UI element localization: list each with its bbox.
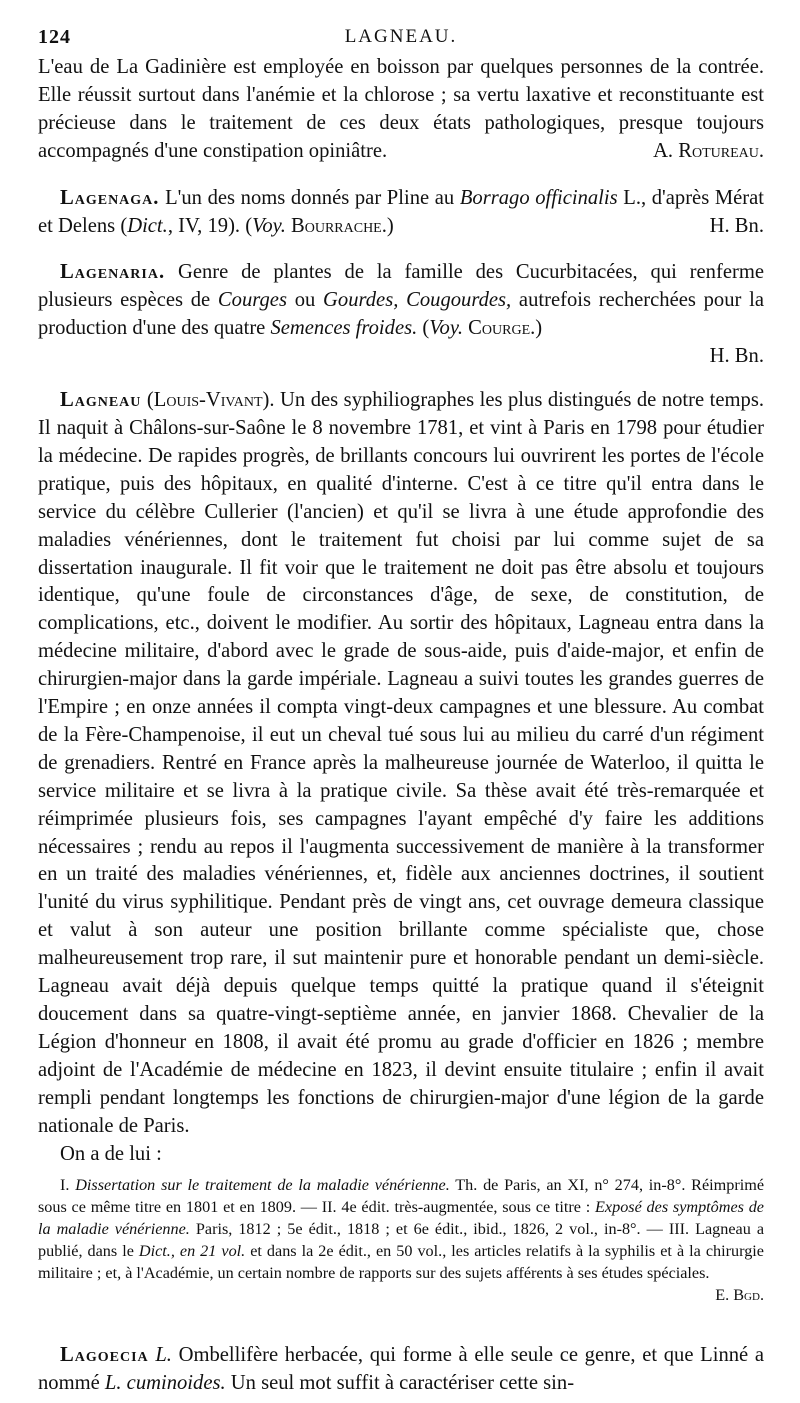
note-text: Th. de Paris, an XI, n° 274, in-8°. Réimprimé sous ce même titre en 1801 et en 1809. — II. 4e édit. très-augmentée, sous ce titre : [38,1176,764,1217]
entry-italic: Voy. [429,317,464,340]
note-text: Paris, 1812 ; 5e édit., 1818 ; et 6e édit., ibid., 1826, 2 vol., in-8°. — III. Lagneau a publié, dans le [38,1220,765,1261]
entry-lagenaga [38,185,764,241]
note-text: et dans la 2e édit., en 50 vol., les articles relatifs à la syphilis et à la chirurgie militaire ; et, à l'Académie, un certain nombre de rapports sur des sujets afférents à ses études spéciales. [38,1242,764,1283]
headword-lagenaria: Lagenaria. [60,261,166,284]
entry-lagneau [38,387,764,1140]
entry-text: ( [417,317,430,340]
continuation-paragraph [38,54,764,166]
headword-lagoecia: Lagoecia [60,1343,149,1366]
note-italic: Dict., en 21 vol. [138,1242,246,1261]
signature-lagenaga: H. Bn. [709,214,764,237]
entry-text: Un seul mot suffit à caractériser cette sin- [225,1371,575,1394]
entry-text: L'un des noms donnés par Pline au [159,186,460,209]
entry-italic: Dict. [127,214,168,237]
page-header [38,22,764,54]
lagneau-biography: Un des syphiliographes les plus distingués de notre temps. Il naquit à Châlons-sur-Saône le 8 novembre 1781, et vint à Paris en 1798 pour étudier la médecine. De rapides progrès, de brillants concours lui ouvrirent les portes de l'école pratique, puis des hôpitaux, en qualité d'interne. C'est à ce titre qu'il entra dans le service du célèbre Cullerier (l'ancien) et qu'il se livra à une étude approfondie des maladies vénériennes, dont le traitement fut choisi par lui comme sujet de sa dissertation inaugurale. Il fit voir que le traitement ne doit pas être absolu et toujours identique, qu'une foule de circonstances d'âge, de sexe, de constitution, de complications, etc., doivent le modifier. Au sortir des hôpitaux, Lagneau entra dans la médecine militaire, d'abord avec le grade de sous-aide, puis d'aide-major, et enfin de chirurgien-major dans la garde impériale. Lagneau a suivi toutes les grandes guerres de l'Empire ; en onze années il compta vingt-deux campagnes et une blessure. Au combat de la Fère-Champenoise, il eut un cheval tué sous lui au milieu du carré d'un régiment de grenadiers. Rentré en France après la malheureuse journée de Waterloo, il quitta le service militaire et se livra à la pratique civile. Sa thèse avait été très-remarquée et réimprimée plusieurs fois, ses campagnes l'ayant empêché d'y faire les additions nécessaires ; rendu au repos il l'augmenta successivement de manière à la transformer en un traité des maladies vénériennes, et, fidèle aux anciennes doctrines, il soutient l'unité du virus syphilitique. Pendant près de vingt ans, cet ouvrage demeura classique et valut à son auteur une position brillante comme spécialiste que, chose malheureusement trop rare, il sut maintenir pure et honorable pendant un demi-siècle. Lagneau avait déjà depuis quelque temps quitté la pratique quand il s'éteignit doucement dans sa quatre-vingt-septième année, en janvier 1868. Chevalier de la Légion d'honneur en 1808, il avait été promu au grade d'officier en 1826 ; membre adjoint de l'Académie de médecine en 1823, il devint ensuite titulaire ; enfin il avait rempli pendant longtemps les fonctions de chirurgien-major d'une légion de la garde nationale de Paris. [38,389,765,1137]
entry-text: ou [286,289,324,312]
page-number: 124 [38,26,71,48]
entry-text: Ombellifère herbacée, qui forme à elle seule ce genre, et que Linné a nommé [38,1343,764,1394]
entry-text: autrefois recherchées pour la production d'une des quatre [38,289,764,340]
bibliography-notes [38,1174,764,1306]
entry-text: Genre de plantes de la famille des Cucurbitacées, qui renferme plusieurs espèces de [38,261,764,312]
entry-lagenaria [38,259,764,371]
running-title: LAGNEAU. [344,26,458,47]
entry-text: Bourrache.) [285,214,394,237]
continuation-text: L'eau de La Gadinière est employée en boisson par quelques personnes de la contrée. Elle réussit surtout dans l'anémie et la chlorose ; sa vertu laxative et reconstituante est précieuse dans le traitement de ces deux états pathologiques, presque toujours accompagnés d'une constipation opiniâtre. [38,56,764,162]
continuation-signature: A. Rotureau. [653,139,764,162]
note-italic: Exposé des symptômes de la maladie vénérienne. [38,1198,764,1239]
lagneau-full-name: (Louis-Vivant). [141,389,275,412]
signature-lagenaria: H. Bn. [709,345,764,368]
entry-italic: Gourdes, Cougourdes, [323,289,512,312]
entry-italic: Courges [217,289,287,312]
note-italic: Dissertation sur le traitement de la maladie vénérienne. [75,1176,450,1195]
signature-lagneau: E. Bgd. [715,1286,764,1305]
entry-text: L., d'après Mérat et Delens ( [38,186,765,237]
entry-text: , IV, 19). ( [167,214,253,237]
entry-italic: L. [155,1343,172,1366]
entry-italic: Borrago officinalis [459,186,618,209]
works-intro: On a de lui : [60,1142,162,1165]
headword-lagenaga: Lagenaga. [60,186,160,209]
entry-text: Courge.) [463,317,543,340]
headword-lagneau: Lagneau [60,389,142,412]
note-text: I. [60,1176,76,1195]
dictionary-page [38,22,764,1397]
entry-italic: L. cuminoides. [104,1371,226,1394]
entry-italic: Voy. [252,214,286,237]
entry-lagoecia [38,1342,764,1398]
entry-italic: Semences froides. [270,317,418,340]
